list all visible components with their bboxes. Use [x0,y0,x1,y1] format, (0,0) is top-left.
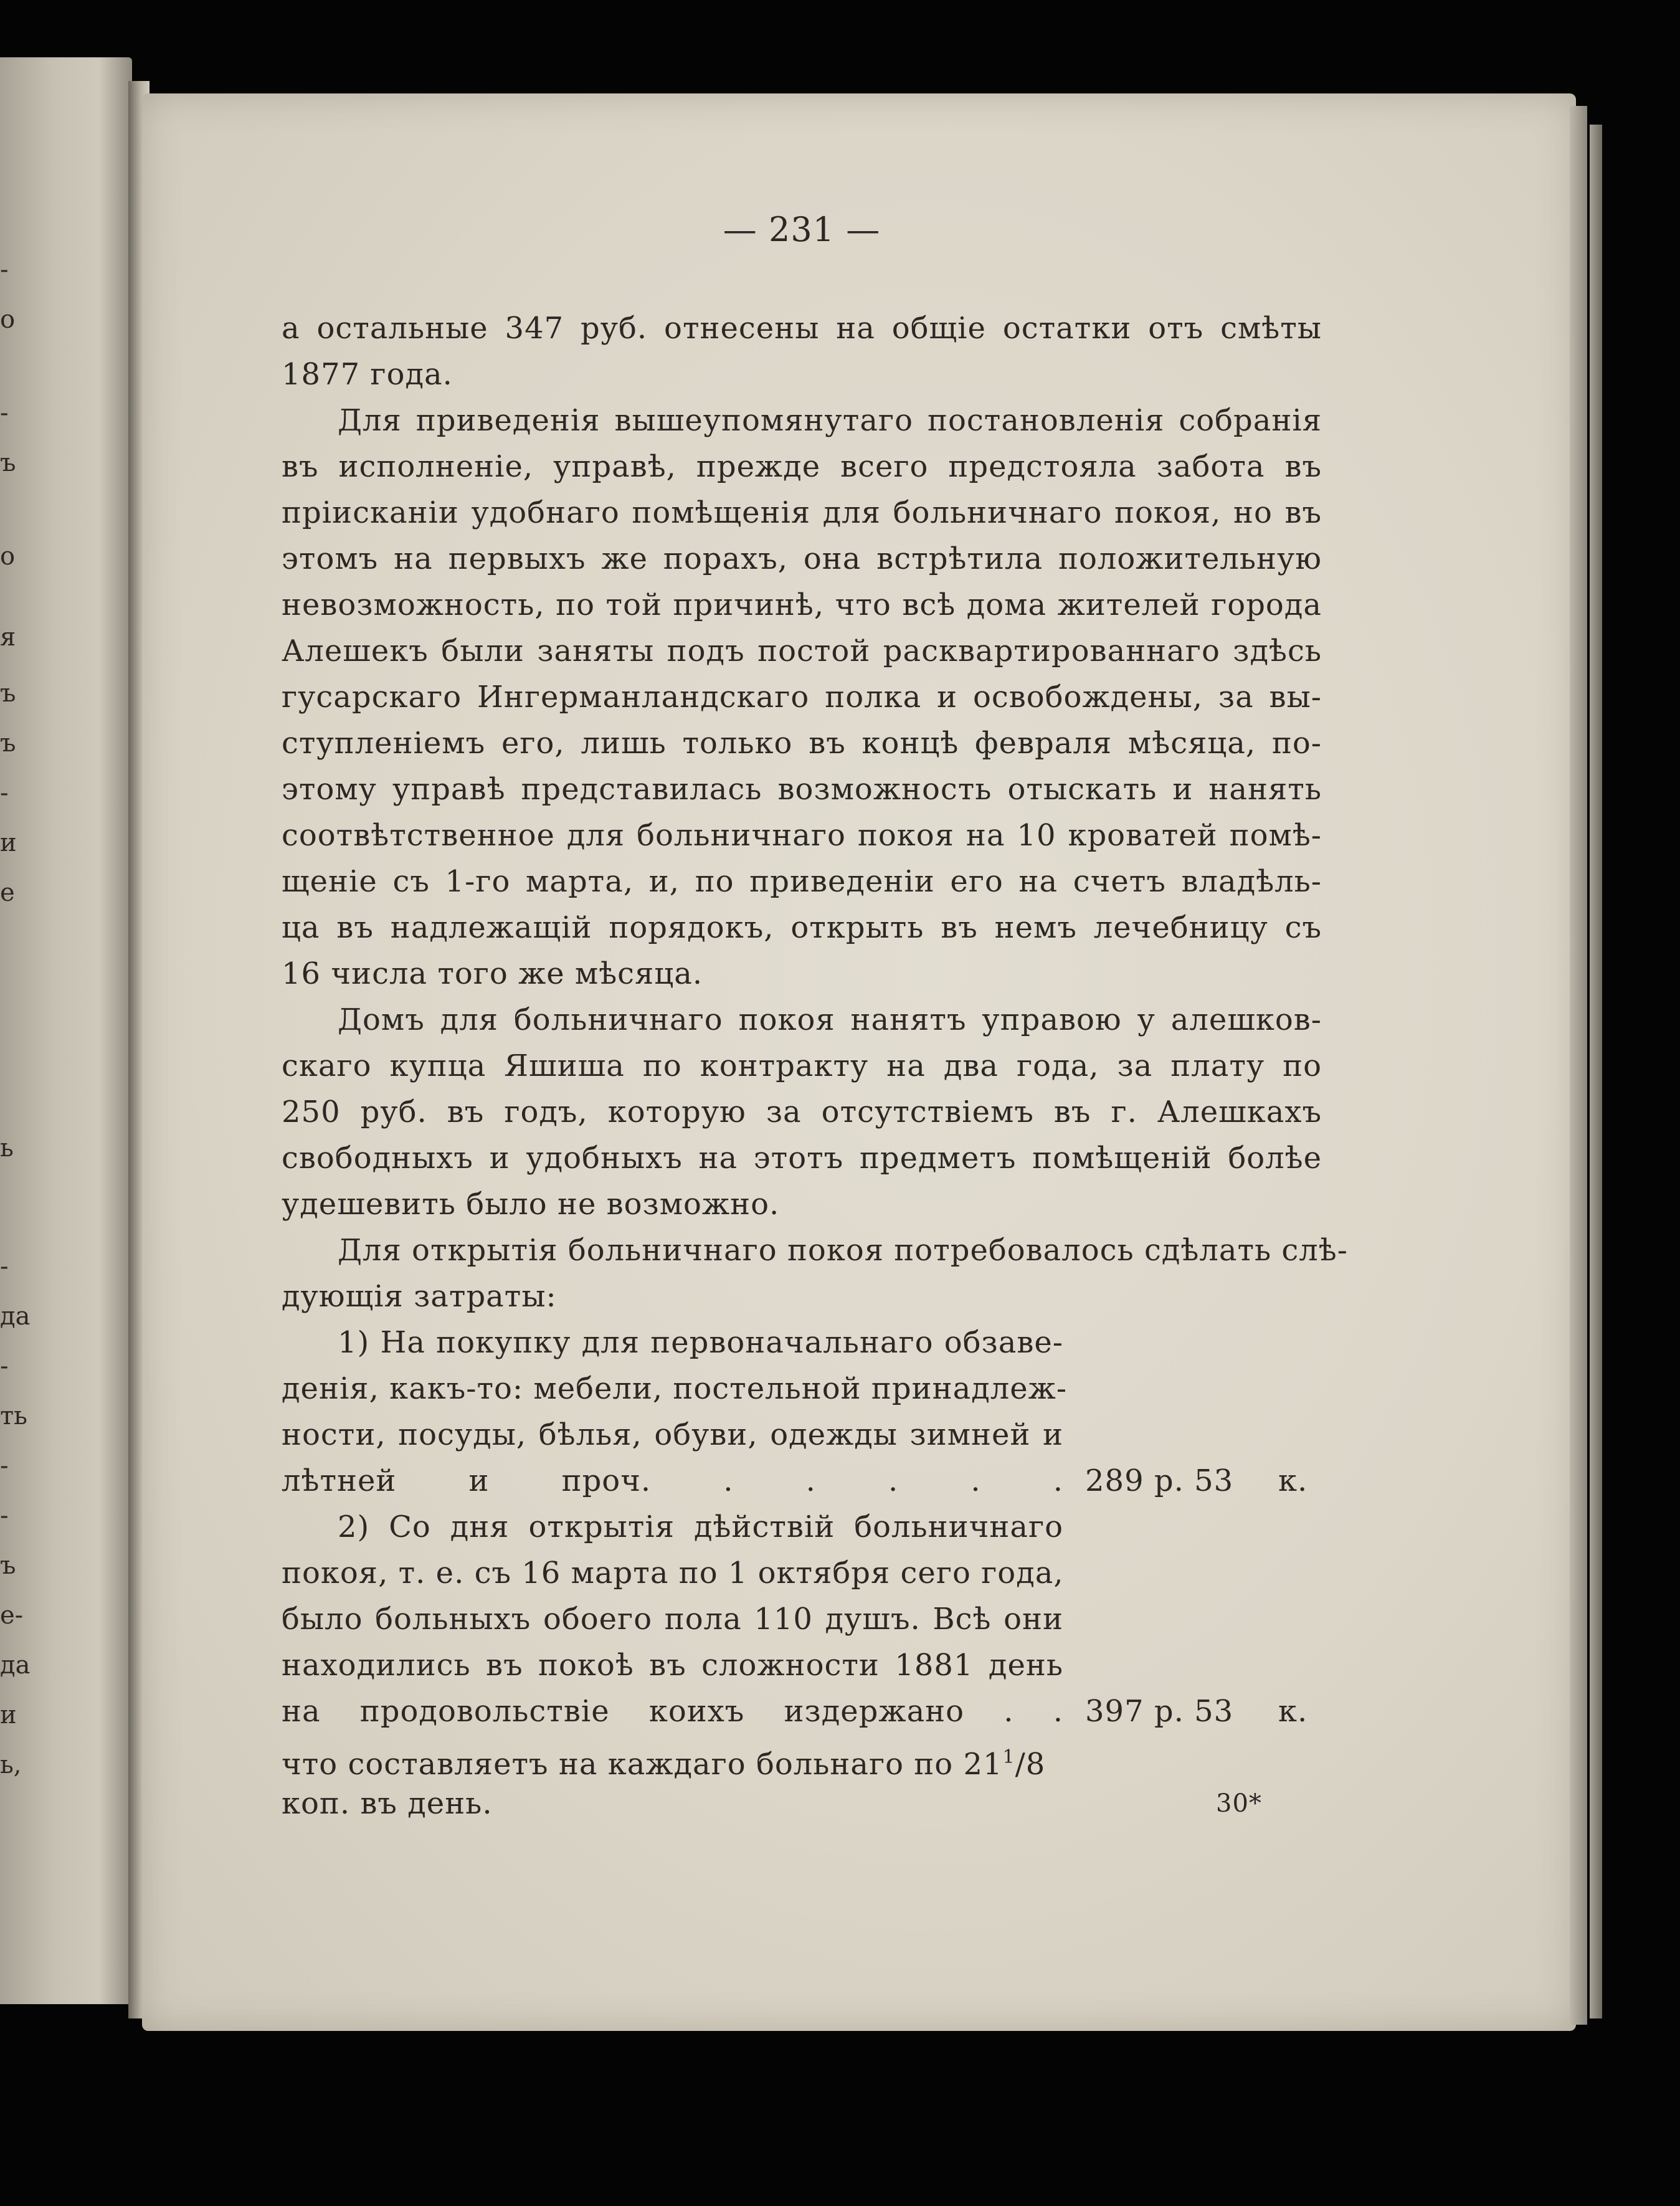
text-line: ца въ надлежащій порядокъ, открыть въ немъ лечебницу съ [282,910,1322,945]
left-page-fragment: да [0,1651,31,1680]
text-line: Для приведенія вышеупомянутаго постановленія собранія [338,403,1322,438]
left-page-fragment: я [0,623,16,652]
left-page-fragment: - [0,399,9,427]
text-line: Домъ для больничнаго покоя нанятъ управою у алешков- [338,1002,1322,1037]
item-text: что составляетъ на каждаго больнаго по $21^1/8$ [282,1746,1046,1782]
item-text: 2) Со дня открытія дѣйствій больничнаго [338,1509,1063,1544]
expense-item-2-line [282,1688,1322,1734]
text-line: 16 числа того же мѣсяца. [282,956,703,991]
left-page-fragment: - [0,1352,9,1381]
expense-item-1-line [282,1366,1322,1412]
item-text: денія, какъ-то: мебели, постельной принадлеж- [282,1371,1068,1406]
trailing-line [282,1734,1322,1780]
text-line: этому управѣ представилась возможность отыскать и нанять [282,772,1322,807]
text-line: скаго купца Яшиша по контракту на два года, за плату по [282,1048,1322,1083]
text-line: дующія затраты: [282,1279,557,1314]
expense-item-2-line [282,1550,1322,1596]
left-page-fragment: да [0,1302,31,1331]
text-line: этомъ на первыхъ же порахъ, она встрѣтила положительную [282,541,1322,576]
facing-left-page [0,57,132,2004]
left-page-fragment: - [0,255,9,284]
fraction-numerator: 1 [1002,1746,1015,1768]
text-line: пріисканіи удобнаго помѣщенія для больничнаго покоя, но въ [282,495,1322,530]
item-text: покоя, т. е. съ 16 марта по 1 октября сего года, [282,1556,1064,1590]
item-text: на продовольствіе коихъ издержано . . [282,1694,1063,1729]
expense-item-1-line [282,1458,1322,1504]
body-paragraphs [282,305,1348,1827]
left-page-fragment: - [0,1501,9,1530]
item-text: лѣтней и проч. . . . . . [282,1463,1063,1498]
left-page-fragment: о [0,542,16,571]
item-text: было больныхъ обоего пола 110 душъ. Всѣ они [282,1602,1063,1637]
text-line: въ исполненіе, управѣ, прежде всего предстояла забота въ [282,449,1322,484]
text-line: невозможность, по той причинѣ, что всѣ дома жителей города [282,587,1322,622]
text-line: удешевить было не возможно. [282,1187,780,1222]
text-line: соотвѣтственное для больничнаго покоя на 10 кроватей помѣ- [282,818,1322,853]
left-page-fragment: - [0,1452,9,1480]
text-line: 1877 года. [282,357,453,392]
expense-item-1-line [282,1412,1322,1458]
left-page-fragment: и [0,829,17,857]
left-page-fragment: ть [0,1402,27,1430]
expense-item-2-line [282,1642,1322,1688]
text-line: Алешекъ были заняты подъ постой расквартированнаго здѣсь [282,634,1322,668]
text-line: ступленіемъ его, лишь только въ концѣ февраля мѣсяца, по- [282,726,1322,761]
page-number: — 231 — [723,210,881,249]
left-page-fragment: о [0,305,16,334]
left-page-fragment: ъ [0,449,16,477]
fraction-denominator: /8 [1015,1747,1046,1782]
item-text: 1) На покупку для первоначальнаго обзаве- [338,1325,1063,1360]
text-line: 250 руб. въ годъ, которую за отсутствіемъ въ г. Алешкахъ [282,1095,1322,1129]
trailing-line [282,1780,1322,1827]
text-line: а остальные 347 руб. отнесены на общіе остатки отъ смѣты [282,311,1322,346]
item-text: ности, посуды, бѣлья, обуви, одежды зимней и [282,1417,1063,1452]
text-line: свободныхъ и удобныхъ на этотъ предметъ помѣщеній болѣе [282,1141,1322,1176]
text-line: Для открытія больничнаго покоя потребовалось сдѣлать слѣ- [338,1233,1348,1268]
left-page-fragment: е [0,878,15,907]
page-edge-back [1590,125,1602,2018]
left-page-fragment: е- [0,1601,24,1630]
kopeck-label: к. [1278,1463,1308,1498]
expense-amount: 397 р. 53 [1085,1694,1234,1729]
item-text: находились въ покоѣ въ сложности 1881 день [282,1648,1063,1683]
expense-item-2-line [282,1596,1322,1642]
left-page-fragment: ь [0,1134,14,1162]
left-page-fragment: - [0,1252,9,1281]
left-page-fragment: ъ [0,679,16,708]
text-line: щеніе съ 1-го марта, и, по приведеніи его на счетъ владѣль- [282,864,1322,899]
page-edge [1570,106,1587,2025]
left-page-fragment: и [0,1701,17,1729]
left-page-fragment: ъ [0,1551,16,1580]
expense-amount: 289 р. 53 [1085,1463,1234,1498]
left-page-fragment: ь, [0,1751,22,1779]
left-page-fragment: - [0,779,9,807]
item-text: коп. въ день. [282,1786,493,1821]
expense-item-2-line [282,1504,1322,1550]
expense-item-1-line [282,1319,1322,1366]
signature-mark: 30* [1216,1789,1262,1818]
kopeck-label: к. [1278,1694,1308,1729]
left-page-fragment: ъ [0,729,16,758]
text-line: гусарскаго Ингерманландскаго полка и освобождены, за вы- [282,680,1322,715]
